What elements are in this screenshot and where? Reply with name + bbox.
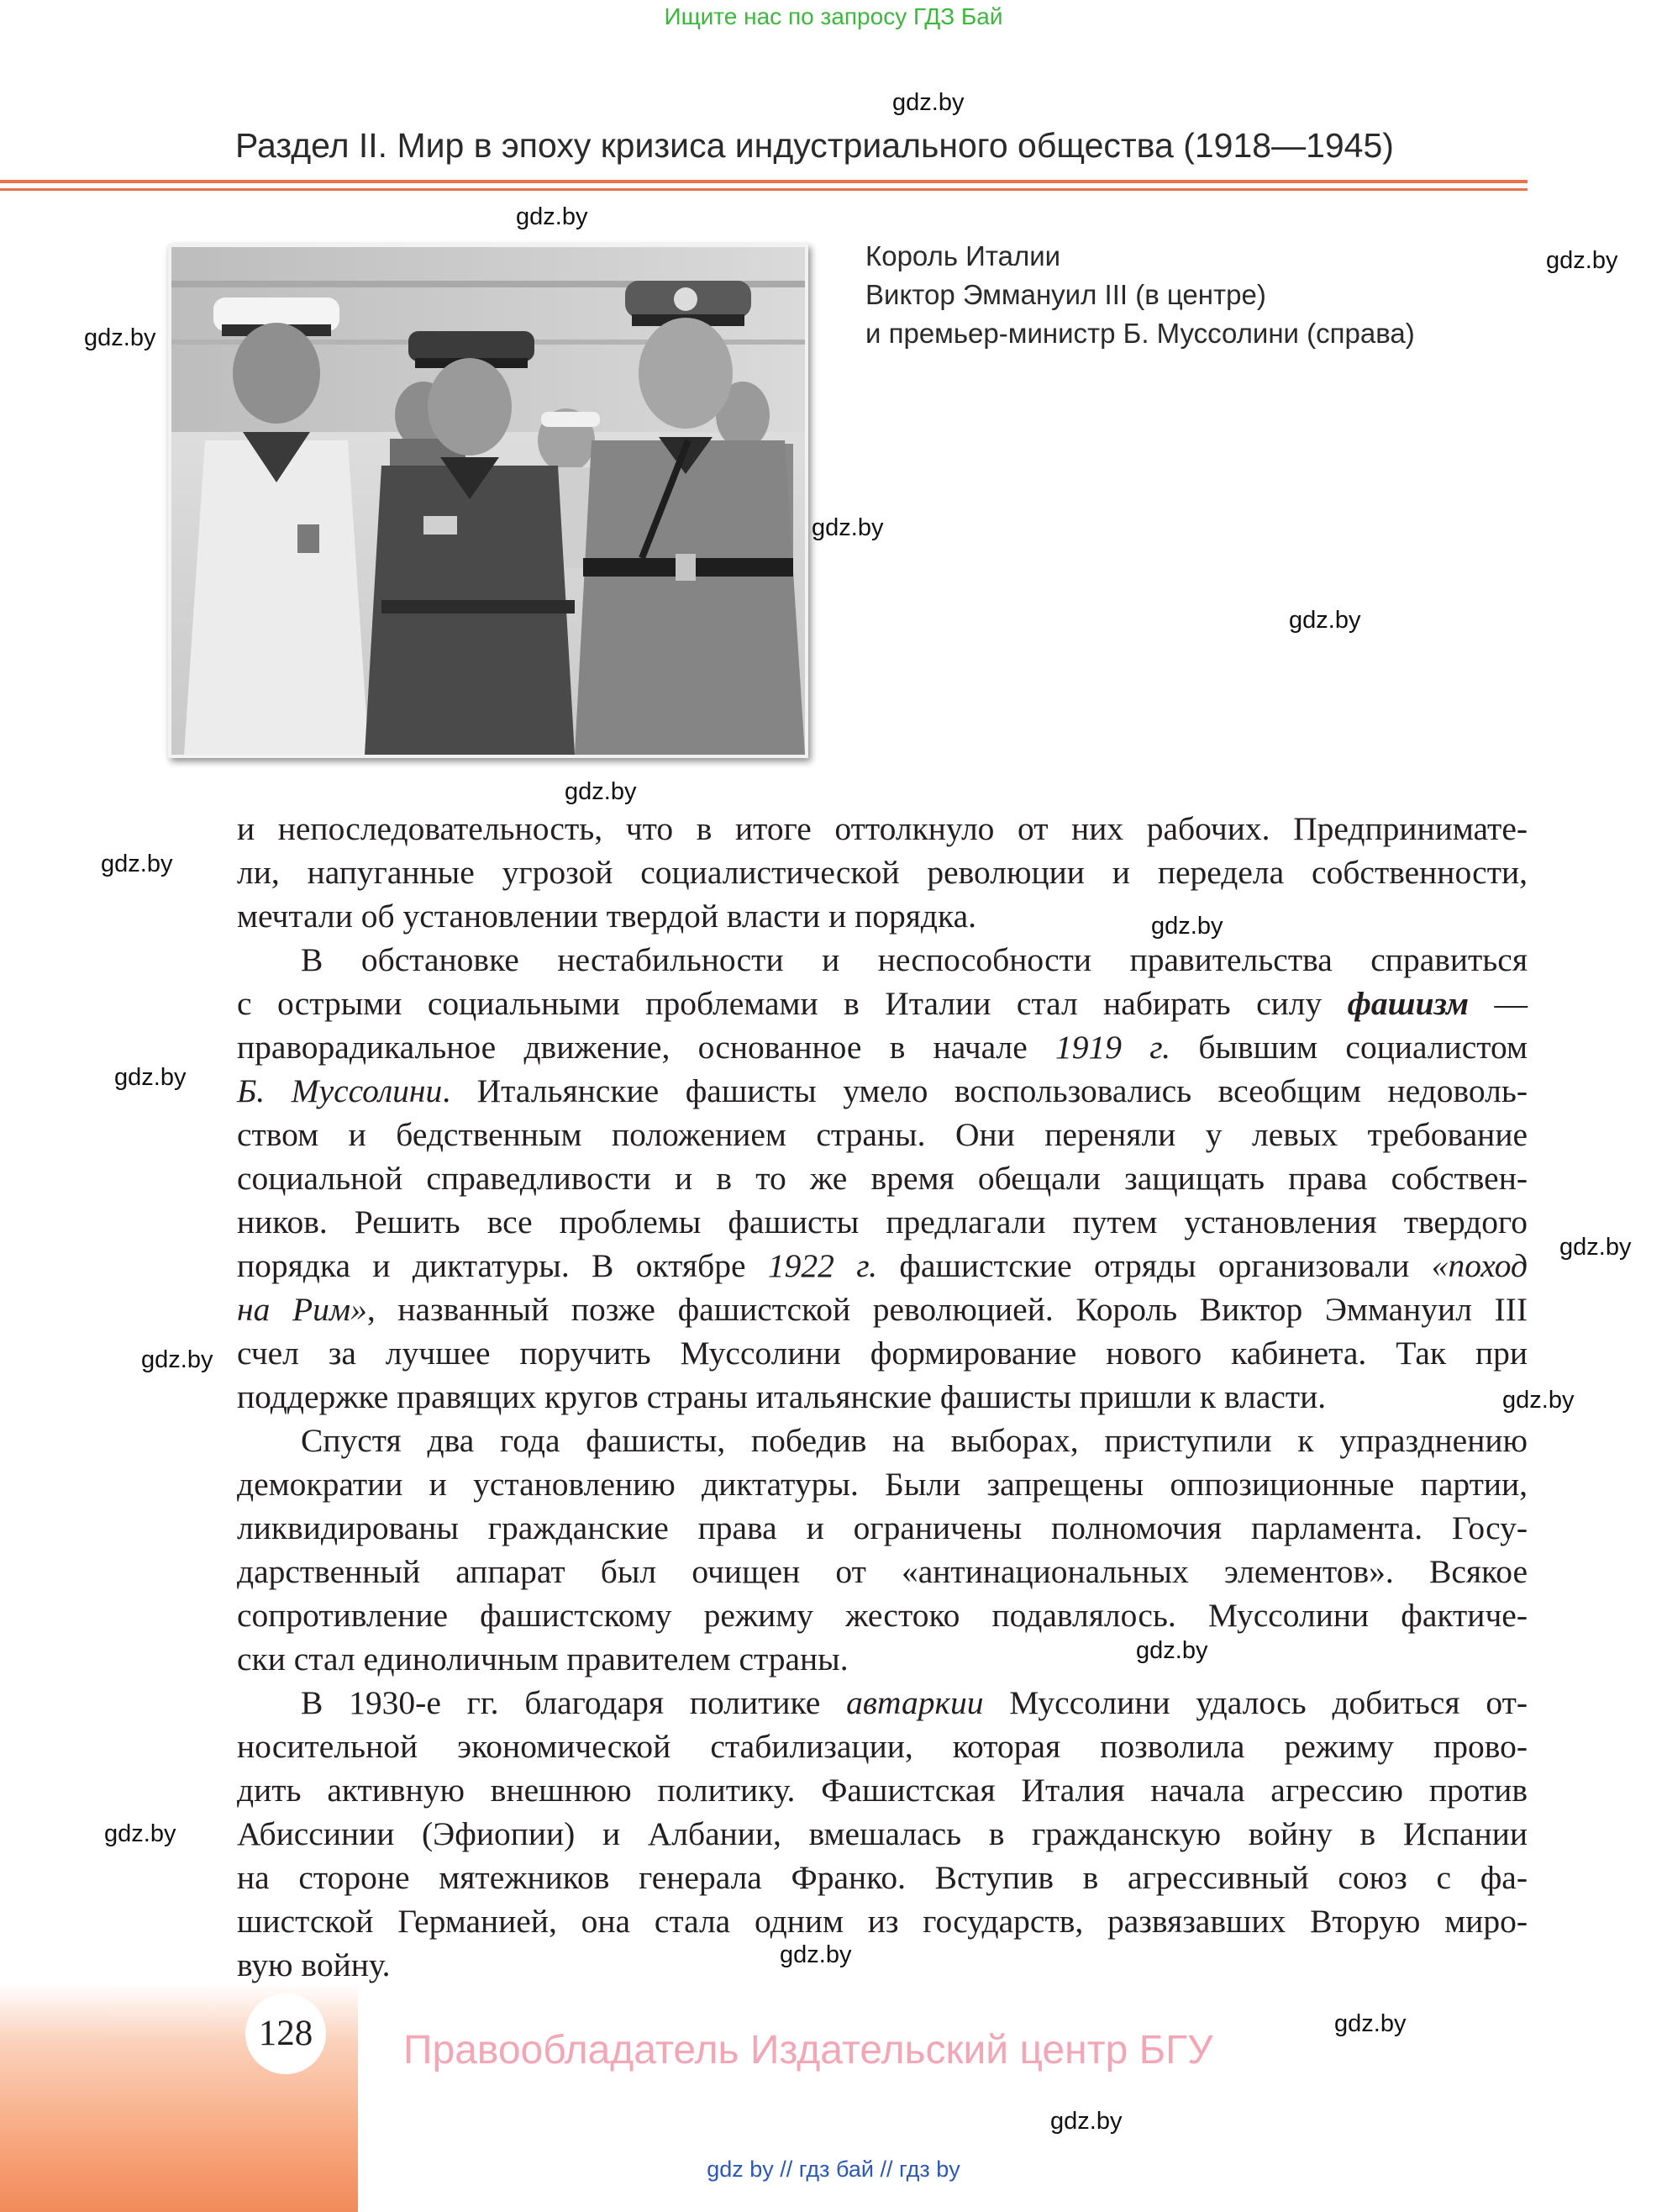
- body-text-run: ли, напуганные угрозой социалистической революции и передела собственности,: [237, 854, 1528, 891]
- body-line: [237, 1331, 1528, 1375]
- body-line: [237, 1899, 1528, 1943]
- body-text-run: 1922 г.: [767, 1247, 877, 1284]
- body-text: [237, 807, 1528, 1987]
- body-text-run: ников. Решить все проблемы фашисты предлагали путем установления твердого: [237, 1203, 1528, 1240]
- watermark: gdz.by: [565, 778, 637, 805]
- body-text-run: порядка и диктатуры. В октябре: [237, 1247, 768, 1284]
- body-text-run: поддержке правящих кругов страны итальянские фашисты пришли к власти.: [237, 1378, 1327, 1415]
- body-line: [237, 1375, 1528, 1419]
- body-text-run: В 1930-е гг. благодаря политике: [301, 1684, 847, 1721]
- section-title: Раздел II. Мир в эпоху кризиса индустриального общества (1918—1945): [235, 126, 1394, 165]
- watermark: gdz.by: [780, 1941, 852, 1968]
- caption-line: Король Италии: [865, 240, 1061, 271]
- body-line: [237, 1593, 1528, 1637]
- body-line: [237, 1681, 1528, 1725]
- photo-caption: [865, 237, 1415, 353]
- watermark: gdz.by: [812, 514, 884, 541]
- watermark: gdz.by: [1289, 607, 1361, 634]
- body-line: [237, 1725, 1528, 1768]
- body-line: [237, 1113, 1528, 1156]
- body-line: [237, 938, 1528, 982]
- body-line: [237, 1768, 1528, 1812]
- body-text-run: фашизм: [1347, 985, 1470, 1022]
- body-text-run: , названный позже фашистской революцией. Король Виктор Эммануил III: [366, 1291, 1528, 1328]
- bottom-links[interactable]: gdz by // гдз бай // гдз by: [707, 2157, 960, 2182]
- body-line: [237, 894, 1528, 938]
- body-text-run: и непоследовательность, что в итоге оттолкнуло от них рабочих. Предпринимате-: [237, 810, 1528, 847]
- body-text-run: Б. Муссолини: [237, 1072, 443, 1109]
- body-text-run: на стороне мятежников генерала Франко. Вступив в агрессивный союз с фа-: [237, 1859, 1528, 1896]
- body-text-run: ликвидированы гражданские права и ограничены полномочия парламента. Госу-: [237, 1509, 1528, 1546]
- body-line: [237, 982, 1528, 1025]
- rights-holder: Правообладатель Издательский центр БГУ: [403, 2028, 1213, 2072]
- body-text-run: —: [1469, 985, 1528, 1022]
- caption-line: и премьер-министр Б. Муссолини (справа): [865, 318, 1415, 349]
- body-text-run: 1919 г.: [1055, 1029, 1171, 1066]
- body-line: [237, 807, 1528, 851]
- body-line: [237, 1069, 1528, 1113]
- body-line: [237, 1550, 1528, 1593]
- body-line: [237, 1637, 1528, 1681]
- body-line: [237, 1506, 1528, 1550]
- caption-line: Виктор Эммануил III (в центре): [865, 279, 1266, 310]
- header-rule-bottom: [0, 188, 1528, 191]
- watermark: gdz.by: [101, 851, 173, 877]
- watermark: gdz.by: [1136, 1637, 1208, 1664]
- body-line: [237, 1244, 1528, 1288]
- body-line: [237, 1419, 1528, 1462]
- body-text-run: шистской Германией, она стала одним из государств, развязавших Вторую миро-: [237, 1903, 1528, 1940]
- top-banner[interactable]: Ищите нас по запросу ГДЗ Бай: [664, 3, 1003, 29]
- body-text-run: Абиссинии (Эфиопии) и Албании, вмешалась в гражданскую войну в Испании: [237, 1815, 1528, 1852]
- body-line: [237, 1943, 1528, 1987]
- body-text-run: демократии и установлению диктатуры. Были запрещены оппозиционные партии,: [237, 1466, 1528, 1503]
- watermark: gdz.by: [84, 324, 156, 351]
- body-text-run: В обстановке нестабильности и неспособности правительства справиться: [301, 941, 1528, 978]
- body-text-run: Спустя два года фашисты, победив на выборах, приступили к упразднению: [301, 1422, 1528, 1459]
- body-text-run: Муссолини удалось добиться от-: [983, 1684, 1528, 1721]
- body-text-run: счел за лучшее поручить Муссолини формирование нового кабинета. Так при: [237, 1335, 1528, 1372]
- body-text-run: ством и бедственным положением страны. Они переняли у левых требование: [237, 1116, 1528, 1153]
- body-text-run: сопротивление фашистскому режиму жестоко подавлялось. Муссолини фактиче-: [237, 1597, 1528, 1634]
- watermark: gdz.by: [1050, 2108, 1123, 2135]
- body-text-run: автаркии: [846, 1684, 984, 1721]
- body-line: [237, 1156, 1528, 1200]
- watermark: gdz.by: [1502, 1387, 1575, 1414]
- watermark: gdz.by: [516, 203, 588, 230]
- watermark: gdz.by: [1151, 913, 1223, 940]
- body-line: [237, 851, 1528, 894]
- body-line: [237, 1200, 1528, 1244]
- watermark: gdz.by: [114, 1064, 187, 1091]
- photo-illustration: [171, 247, 805, 755]
- body-line: [237, 1812, 1528, 1856]
- body-text-run: носительной экономической стабилизации, которая позволила режиму прово-: [237, 1728, 1528, 1765]
- watermark: gdz.by: [1546, 247, 1618, 274]
- watermark: gdz.by: [1559, 1234, 1632, 1261]
- body-line: [237, 1462, 1528, 1506]
- body-text-run: . Итальянские фашисты умело воспользовались всеобщим недоволь-: [442, 1072, 1528, 1109]
- body-text-run: дить активную внешнюю политику. Фашистская Италия начала агрессию против: [237, 1772, 1528, 1809]
- body-text-run: с острыми социальными проблемами в Италии стал набирать силу: [237, 985, 1348, 1022]
- body-text-run: дарственный аппарат был очищен от «антинациональных элементов». Всякое: [237, 1553, 1528, 1590]
- body-text-run: бывшим социалистом: [1170, 1029, 1528, 1066]
- watermark: gdz.by: [1334, 2010, 1407, 2037]
- watermark: gdz.by: [892, 89, 965, 116]
- watermark: gdz.by: [104, 1820, 176, 1847]
- page-number: 128: [245, 1993, 326, 2074]
- photo-king-and-mussolini: [168, 244, 808, 758]
- body-text-run: социальной справедливости и в то же время обещали защищать права собствен-: [237, 1160, 1528, 1197]
- body-line: [237, 1025, 1528, 1069]
- body-text-run: «поход: [1431, 1247, 1528, 1284]
- body-line: [237, 1288, 1528, 1331]
- watermark: gdz.by: [141, 1346, 213, 1373]
- body-text-run: ски стал единоличным правителем страны.: [237, 1641, 849, 1677]
- body-text-run: на Рим»: [237, 1291, 367, 1328]
- header-rule-top: [0, 180, 1528, 183]
- body-line: [237, 1856, 1528, 1899]
- body-text-run: вую войну.: [237, 1946, 391, 1983]
- body-text-run: мечтали об установлении твердой власти и порядка.: [237, 898, 976, 935]
- body-text-run: фашистские отряды организовали: [876, 1247, 1432, 1284]
- body-text-run: праворадикальное движение, основанное в начале: [237, 1029, 1055, 1066]
